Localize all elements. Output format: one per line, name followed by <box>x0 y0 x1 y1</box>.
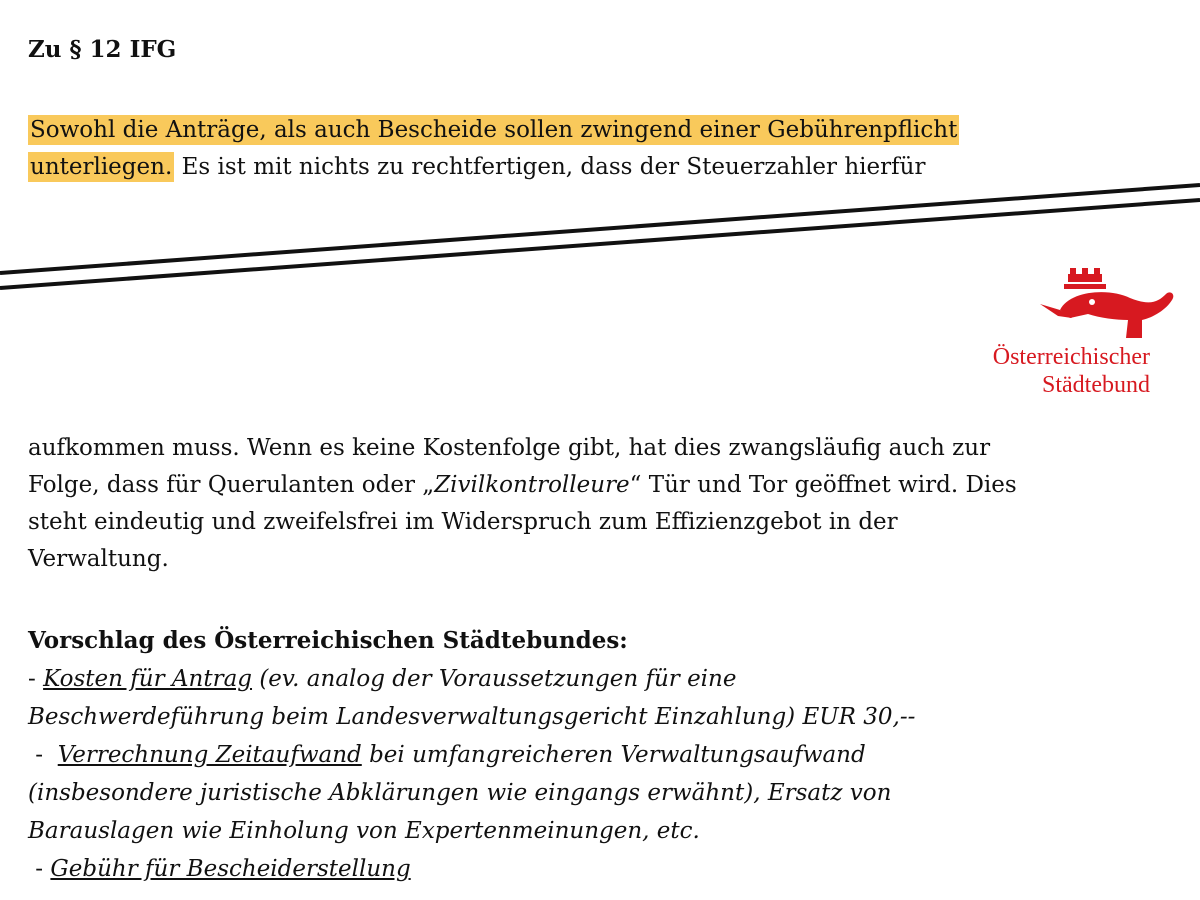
proposal-item-1-line2: Beschwerdeführung beim Landesverwaltungsgericht Einzahlung) EUR 30,-- <box>28 704 916 730</box>
intro-paragraph <box>28 112 1028 186</box>
logo-text-line1: Österreichischer <box>992 344 1150 370</box>
proposal-item-2-term: Verrechnung Zeitaufwand <box>57 742 362 768</box>
body-text-part1: aufkommen muss. Wenn es keine Kostenfolge gibt, hat dies zwangsläufig auch zur Folge, dass für Querulanten oder „ <box>28 435 991 498</box>
proposal-item-2-line3: Barauslagen wie Einholung von Expertenmeinungen, etc. <box>28 818 700 844</box>
body-paragraph <box>28 430 1028 578</box>
proposal-heading: Vorschlag des Österreichischen Städtebundes: <box>28 627 628 654</box>
body-text-part2: “ Tür und Tor geöffnet wird. Dies steht eindeutig und zweifelsfrei im Widerspruch zum Effizienzgebot in der Verwaltung. <box>28 472 1017 572</box>
intro-text-rest: Es ist mit nichts zu rechtfertigen, dass der Steuerzahler hierfür <box>174 154 926 180</box>
body-italic-term: Zivilkontrolleure <box>434 472 630 498</box>
proposal-item-2-line2: (insbesondere juristische Abklärungen wie eingangs erwähnt), Ersatz von <box>28 780 892 806</box>
eagle-crown-emblem-icon <box>1030 258 1180 338</box>
list-dash: - <box>28 742 58 768</box>
highlighted-text-line1: Sowohl die Anträge, als auch Bescheide sollen zwingend einer Gebührenpflicht <box>30 117 958 143</box>
proposal-item-3-term: Gebühr für Bescheiderstellung <box>50 856 411 882</box>
section-heading: Zu § 12 IFG <box>28 36 177 63</box>
logo-wordmark <box>940 343 1150 399</box>
proposal-item-1-term: Kosten für Antrag <box>43 666 253 692</box>
proposal-item-3-line1 <box>28 850 1128 888</box>
proposal-item-2-text: bei umfangreicheren Verwaltungsaufwand <box>361 742 866 768</box>
list-dash: - <box>28 856 51 882</box>
staedtebund-logo <box>940 258 1180 408</box>
logo-text-line2: Städtebund <box>1042 372 1150 398</box>
proposal-item-1-text: (ev. analog der Voraussetzungen für eine <box>252 666 737 692</box>
list-dash: - <box>28 666 44 692</box>
proposal-item-1-line1 <box>28 660 1128 698</box>
proposal-item-2-line1 <box>28 736 1128 774</box>
highlighted-text-line2: unterliegen. <box>30 154 173 180</box>
proposal-section <box>28 622 1128 888</box>
